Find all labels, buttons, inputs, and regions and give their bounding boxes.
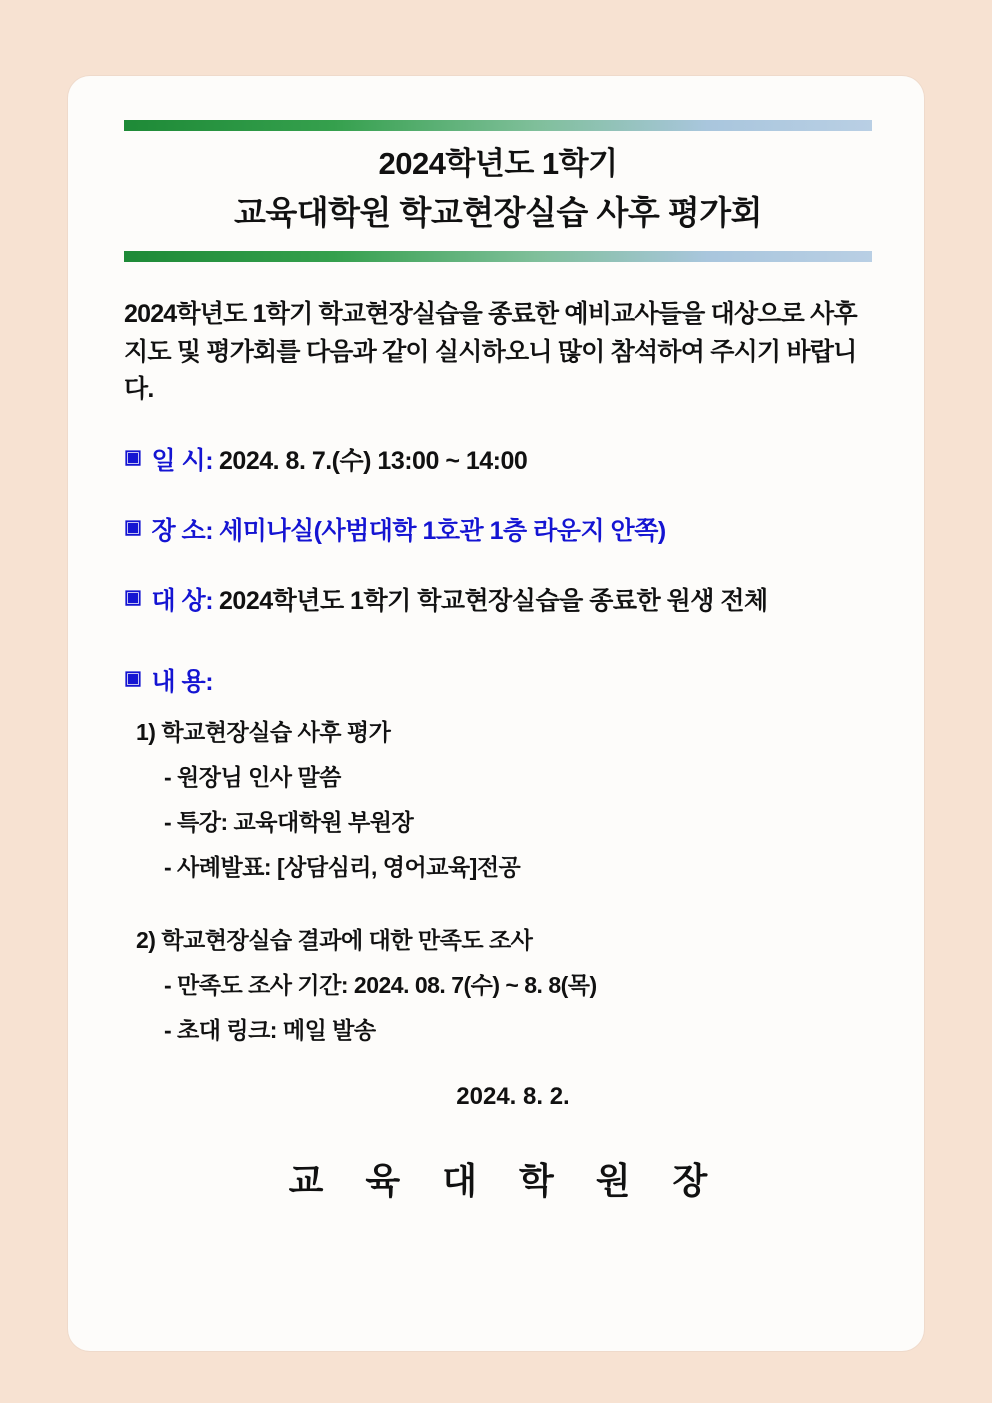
square-bullet-icon: ▣ (124, 587, 142, 609)
info-label-contents: 내 용: (151, 667, 214, 696)
bottom-divider-rule (124, 251, 872, 262)
intro-paragraph: 2024학년도 1학기 학교현장실습을 종료한 예비교사들을 대상으로 사후 지도 및 평가회를 다음과 같이 실시하오니 많이 참석하여 주시기 바랍니다. (124, 300, 857, 404)
square-bullet-icon: ▣ (124, 667, 142, 689)
content-group-2-heading: 2) 학교현장실습 결과에 대한 만족도 조사 (136, 926, 533, 953)
info-row-audience (124, 583, 872, 619)
content-group-1-line: - 특강: 교육대학원 부원장 (164, 808, 414, 835)
info-label-audience: 대 상: (151, 587, 214, 616)
signature-line: 교 육 대 학 원 장 (288, 1159, 724, 1201)
square-bullet-icon: ▣ (124, 446, 142, 468)
info-label-datetime: 일 시: (151, 446, 214, 475)
square-bullet-icon: ▣ (124, 517, 142, 539)
info-row-contents (124, 664, 872, 700)
title-line-semester: 2024학년도 1학기 (378, 146, 618, 181)
top-divider-rule (124, 120, 872, 131)
content-group-1-line: - 원장님 인사 말씀 (164, 763, 341, 790)
info-value-datetime: 2024. 8. 7.(수) 13:00 ~ 14:00 (219, 446, 528, 475)
content-group-2-line: - 만족도 조사 기간: 2024. 08. 7(수) ~ 8. 8(목) (164, 971, 597, 998)
info-value-location: 세미나실(사범대학 1호관 1층 라운지 안쪽) (219, 517, 666, 546)
notice-page (68, 76, 924, 1351)
content-group-1-heading: 1) 학교현장실습 사후 평가 (136, 718, 391, 745)
content-group-1-line: - 사례발표: [상담심리, 영어교육]전공 (164, 853, 521, 880)
issue-date: 2024. 8. 2. (456, 1082, 570, 1110)
info-row-location (124, 513, 872, 549)
notice-content (124, 120, 872, 1204)
info-label-location: 장 소: (151, 517, 214, 546)
page-title (124, 131, 872, 245)
title-line-main: 교육대학원 학교현장실습 사후 평가회 (233, 193, 763, 231)
info-row-datetime (124, 443, 872, 479)
info-value-audience: 2024학년도 1학기 학교현장실습을 종료한 원생 전체 (219, 587, 768, 616)
content-group-2-line: - 초대 링크: 메일 발송 (164, 1016, 376, 1043)
